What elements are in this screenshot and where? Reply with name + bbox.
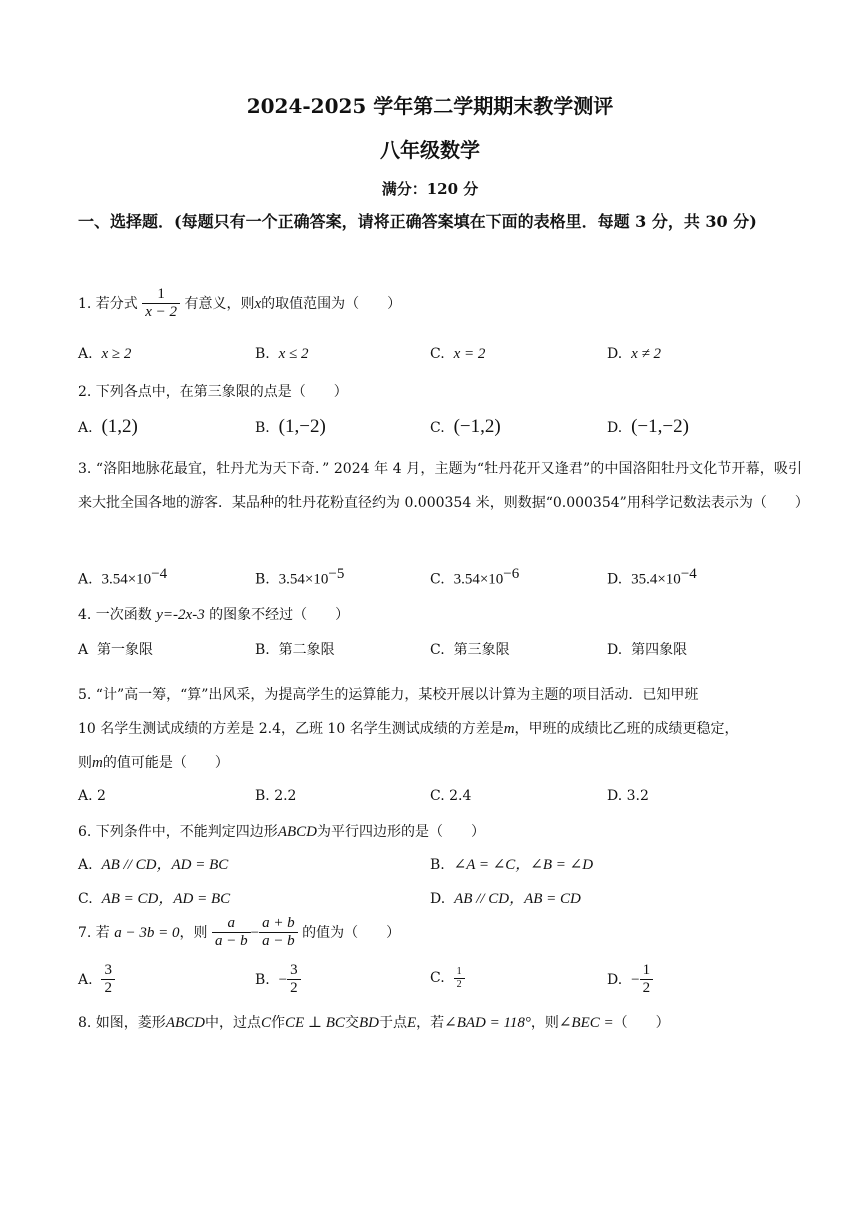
q7-suffix: 的值为（ ） — [302, 924, 401, 941]
q1-var: x — [254, 295, 262, 312]
q1-option-d[interactable] — [607, 346, 661, 363]
q5-line3-post: 的值可能是（ ） — [102, 755, 229, 771]
q6-shape: ABCD — [277, 824, 317, 840]
q2-option-a-label: A. — [78, 420, 93, 436]
q2-option-d-label: D. — [607, 420, 623, 436]
q6-option-c[interactable] — [78, 887, 230, 908]
q6-option-c-value: AB = CD，AD = BC — [101, 891, 231, 907]
q3-option-b[interactable] — [255, 566, 344, 589]
q7-fraction-1 — [212, 915, 251, 951]
q6-option-b-value: ∠A = ∠C，∠B = ∠D — [453, 857, 594, 873]
q5-line3-pre: 则 — [78, 755, 92, 771]
q8-point-e: E — [406, 1015, 417, 1031]
q7-option-d[interactable] — [607, 962, 653, 998]
q8-text-8: （ ） — [613, 1015, 670, 1031]
q4-option-d-label: D. — [607, 642, 623, 658]
q7-option-a[interactable] — [78, 962, 115, 998]
q7-option-b[interactable] — [255, 962, 301, 998]
q7-option-a-fraction — [101, 962, 115, 998]
q7-option-c[interactable] — [430, 966, 465, 990]
q3-option-b-base: 3.54×10 — [278, 571, 329, 588]
q5-line2-pre: 10 名学生测试成绩的方差是 2.4，乙班 10 名学生测试成绩的方差是 — [78, 721, 504, 737]
q1-after: 有意义，则 — [184, 295, 255, 312]
q5-line2-post: ，甲班的成绩比乙班的成绩更稳定， — [514, 721, 739, 737]
q7-option-a-label: A. — [78, 971, 93, 988]
q7-option-d-den: 2 — [640, 979, 654, 997]
q8-angle-bec: ∠BEC = — [558, 1015, 614, 1031]
q8-text-6: ，若 — [416, 1015, 445, 1031]
q4-option-c-value: 第三象限 — [453, 642, 510, 658]
q8-shape: ABCD — [165, 1015, 205, 1031]
q7-option-b-den: 2 — [287, 979, 301, 997]
q4-option-b-label: B. — [255, 642, 270, 658]
q7-option-d-sign: − — [631, 971, 640, 988]
q1-option-c-value: x = 2 — [453, 346, 486, 362]
q1-option-c[interactable] — [430, 346, 485, 363]
q2-option-c-value: (−1,2) — [453, 416, 501, 437]
q4-option-c-label: C. — [430, 642, 445, 658]
q7-f2-num: a + b — [262, 915, 295, 931]
q3-option-c-exp: −6 — [503, 566, 520, 582]
q1-option-b[interactable] — [255, 346, 309, 363]
q1-frac-den: x − 2 — [142, 303, 180, 321]
q6-option-a-label: A. — [78, 857, 93, 873]
q3-option-a[interactable] — [78, 566, 167, 589]
q7-condition: a − 3b = 0 — [114, 924, 180, 941]
q5-option-a[interactable]: A. 2 — [78, 788, 106, 804]
q7-option-b-fraction — [287, 962, 301, 998]
q7-minus: − — [250, 924, 260, 941]
q3-option-b-label: B. — [255, 571, 270, 588]
q2-option-d[interactable] — [607, 416, 689, 438]
q7-option-c-fraction — [454, 966, 465, 990]
q7-option-a-num: 3 — [104, 962, 112, 978]
question-8 — [78, 1012, 670, 1032]
q6-option-b[interactable] — [430, 853, 593, 874]
q2-option-b-label: B. — [255, 420, 270, 436]
q2-option-d-value: (−1,−2) — [631, 416, 689, 437]
exam-subject: 八年级数学 — [380, 138, 480, 162]
q8-text-1: 8. 如图，菱形 — [78, 1015, 166, 1031]
q4-option-d[interactable] — [607, 639, 687, 659]
q3-option-a-exp: −4 — [151, 566, 168, 582]
q4-option-c[interactable] — [430, 639, 510, 659]
q3-option-b-exp: −5 — [328, 566, 345, 582]
q5-option-b[interactable]: B. 2.2 — [255, 788, 297, 804]
q3-option-a-base: 3.54×10 — [101, 571, 152, 588]
q1-option-a-value: x ≥ 2 — [101, 346, 132, 362]
exam-title: 2024-2025 学年第二学期期末教学测评 — [246, 94, 614, 118]
q7-option-c-num: 1 — [456, 966, 462, 977]
q1-option-a[interactable] — [78, 346, 131, 363]
q7-option-a-den: 2 — [101, 979, 115, 997]
q3-option-d-exp: −4 — [680, 566, 697, 582]
q6-suffix: 为平行四边形的是（ ） — [316, 824, 485, 840]
q6-option-d-label: D. — [430, 891, 446, 907]
q4-option-a-label: A — [78, 642, 89, 658]
q8-text-5: 于点 — [378, 1015, 407, 1031]
q1-frac-num: 1 — [157, 286, 165, 302]
question-5-line-1: 5. “计”高一筹，“算”出风采，为提高学生的运算能力，某校开展以计算为主题的项目活动．已知甲班 — [78, 687, 699, 703]
q8-text-7: ，则 — [530, 1015, 559, 1031]
q1-option-d-value: x ≠ 2 — [631, 346, 661, 362]
q6-prefix: 6. 下列条件中，不能判定四边形 — [78, 824, 278, 840]
q7-option-b-label: B. — [255, 971, 270, 988]
q6-option-d[interactable] — [430, 887, 581, 908]
q5-option-c[interactable]: C. 2.4 — [430, 788, 472, 804]
q7-prefix: 7. 若 — [78, 924, 110, 941]
q7-option-b-sign: − — [278, 971, 288, 988]
q7-option-d-num: 1 — [642, 962, 651, 978]
section-heading: 一、选择题．(每题只有一个正确答案，请将正确答案填在下面的表格里．每题 3 分，共 30 分) — [78, 212, 757, 231]
question-2: 2. 下列各点中，在第三象限的点是（ ） — [78, 384, 348, 400]
question-1 — [78, 286, 401, 322]
q5-option-d[interactable]: D. 3.2 — [607, 788, 649, 804]
q6-option-d-value: AB // CD，AB = CD — [454, 891, 581, 907]
q8-point-c: C — [260, 1015, 271, 1031]
q7-option-b-num: 3 — [290, 962, 298, 978]
q7-option-c-den: 2 — [454, 978, 465, 991]
q3-option-d-base: 35.4×10 — [631, 571, 681, 588]
q1-prefix: 1. 若分式 — [78, 295, 138, 312]
question-5-line-3 — [78, 752, 229, 772]
q8-text-3: 作 — [271, 1015, 285, 1031]
q7-f1-num: a — [227, 915, 236, 931]
q4-option-b-value: 第二象限 — [278, 642, 335, 658]
q8-text-4: 交 — [344, 1015, 359, 1031]
q4-option-b[interactable] — [255, 639, 335, 659]
q2-option-c[interactable] — [430, 416, 501, 438]
question-6 — [78, 821, 485, 841]
q2-option-c-label: C. — [430, 420, 445, 436]
question-5-line-2 — [78, 718, 739, 738]
q1-option-b-label: B. — [255, 346, 270, 362]
q4-option-d-value: 第四象限 — [631, 642, 688, 658]
q1-fraction — [142, 286, 180, 322]
q3-option-c[interactable] — [430, 566, 519, 589]
q6-option-a[interactable] — [78, 853, 228, 874]
q7-option-d-fraction — [640, 962, 654, 998]
q7-option-c-label: C. — [430, 970, 445, 986]
question-3: 3. “洛阳地脉花最宜，牡丹尤为天下奇．” 2024 年 4 月，主题为“牡丹花开又逢君”的中国洛阳牡丹文化节开幕，吸引来大批全国各地的游客．某品种的牡丹花粉直径约为 0.000354 米，则数据“0.000354”用科学记数法表示为（ ） — [78, 461, 809, 511]
q4-suffix: 的图象不经过（ ） — [209, 607, 350, 623]
q3-option-a-label: A. — [78, 571, 93, 588]
q2-option-a-value: (1,2) — [101, 416, 138, 437]
q7-f1-den: a − b — [212, 932, 251, 950]
q5-var-m: m — [503, 721, 515, 737]
q3-option-c-base: 3.54×10 — [453, 571, 504, 588]
q2-option-b-value: (1,−2) — [278, 416, 326, 437]
q1-option-b-value: x ≤ 2 — [278, 346, 309, 362]
q4-function: y=-2x-3 — [156, 607, 205, 623]
q7-f2-den: a − b — [259, 932, 298, 950]
q6-option-b-label: B. — [430, 857, 445, 873]
full-score: 满分：120 分 — [381, 180, 479, 198]
q2-option-b[interactable] — [255, 416, 326, 438]
q4-prefix: 4. 一次函数 — [78, 607, 152, 623]
q5-var-m-2: m — [92, 755, 103, 771]
q2-option-a[interactable] — [78, 416, 138, 438]
q3-option-d[interactable] — [607, 566, 697, 589]
q6-option-a-value: AB // CD，AD = BC — [101, 857, 229, 873]
question-7 — [78, 915, 400, 951]
q6-option-c-label: C. — [78, 891, 93, 907]
q3-option-c-label: C. — [430, 571, 445, 588]
q4-option-a[interactable] — [78, 639, 153, 659]
q4-option-a-value: 第一象限 — [97, 642, 154, 658]
q3-option-d-label: D. — [607, 571, 623, 588]
q1-option-a-label: A. — [78, 346, 93, 362]
q1-option-c-label: C. — [430, 346, 445, 362]
q8-perpendicular: CE ⊥ BC — [285, 1015, 345, 1031]
q8-segment-bd: BD — [358, 1015, 379, 1031]
q7-option-d-label: D. — [607, 971, 623, 988]
question-4 — [78, 604, 349, 624]
q8-text-2: 中，过点 — [204, 1015, 261, 1031]
q7-fraction-2 — [259, 915, 298, 951]
q1-option-d-label: D. — [607, 346, 623, 362]
q1-tail: 的取值范围为（ ） — [261, 295, 402, 312]
q8-angle-bad: ∠BAD = 118° — [444, 1015, 531, 1031]
q7-mid: ，则 — [179, 924, 208, 941]
